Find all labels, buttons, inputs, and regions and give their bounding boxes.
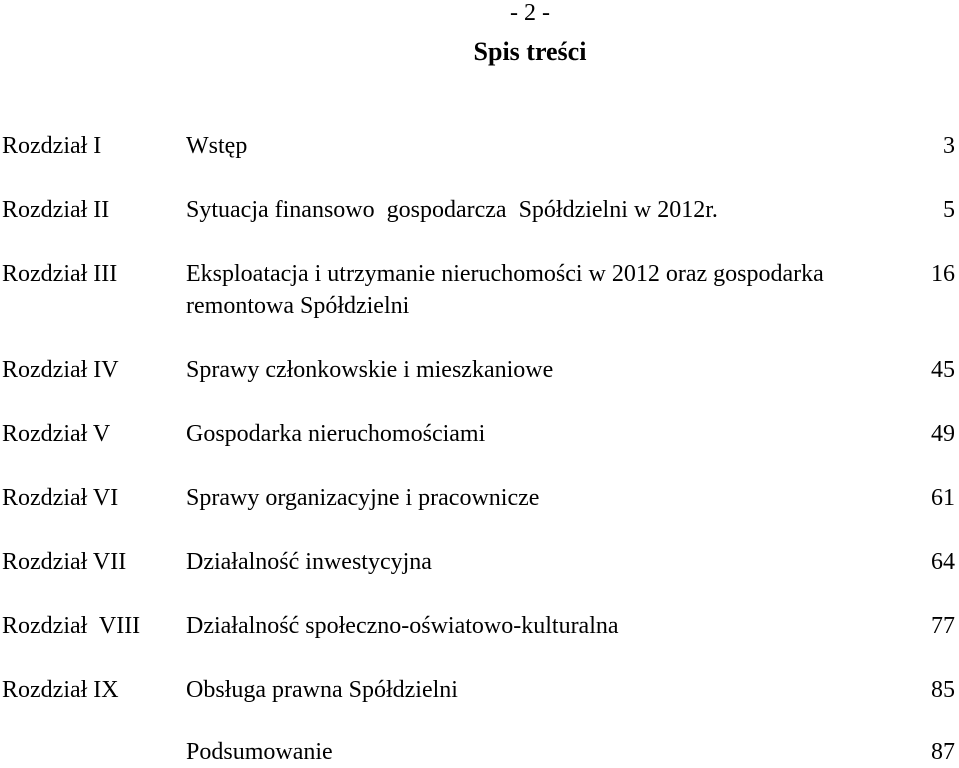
- chapter-title: Sprawy członkowskie i mieszkaniowe: [186, 357, 554, 383]
- chapter-page-number: 3: [943, 133, 955, 159]
- chapter-label: Rozdział VIII: [2, 613, 141, 639]
- chapter-label: Rozdział IX: [2, 677, 119, 703]
- chapter-title: Obsługa prawna Spółdzielni: [186, 677, 458, 703]
- chapter-label: Rozdział II: [2, 197, 110, 223]
- chapter-title: Działalność inwestycyjna: [186, 549, 432, 575]
- chapter-label: Rozdział III: [2, 261, 118, 287]
- chapter-title: Sprawy organizacyjne i pracownicze: [186, 485, 540, 511]
- chapter-page-number: 61: [931, 485, 955, 511]
- chapter-label: Rozdział I: [2, 133, 102, 159]
- chapter-label: Rozdział IV: [2, 357, 119, 383]
- chapter-page-number: 85: [931, 677, 955, 703]
- chapter-page-number: 49: [931, 421, 955, 447]
- chapter-title: Podsumowanie: [186, 739, 333, 765]
- chapter-title: Sytuacja finansowo gospodarcza Spółdzielni w 2012r.: [186, 197, 718, 223]
- chapter-title: Działalność społeczno-oświatowo-kulturalna: [186, 613, 619, 639]
- chapter-title: Gospodarka nieruchomościami: [186, 421, 486, 447]
- chapter-title: Eksploatacja i utrzymanie nieruchomości w 2012 oraz gospodarka remontowa Spółdzielni: [186, 261, 824, 319]
- chapter-title: Wstęp: [186, 133, 248, 159]
- chapter-page-number: 45: [931, 357, 955, 383]
- chapter-label: Rozdział VI: [2, 485, 119, 511]
- chapter-page-number: 5: [943, 197, 955, 223]
- chapter-page-number: 77: [931, 613, 955, 639]
- chapter-label: Rozdział V: [2, 421, 111, 447]
- page-title: Spis treści: [473, 37, 587, 66]
- chapter-page-number: 87: [931, 739, 955, 765]
- chapter-label: Rozdział VII: [2, 549, 127, 575]
- chapter-page-number: 64: [931, 549, 955, 575]
- chapter-page-number: 16: [931, 261, 955, 287]
- page-number: - 2 -: [510, 0, 550, 26]
